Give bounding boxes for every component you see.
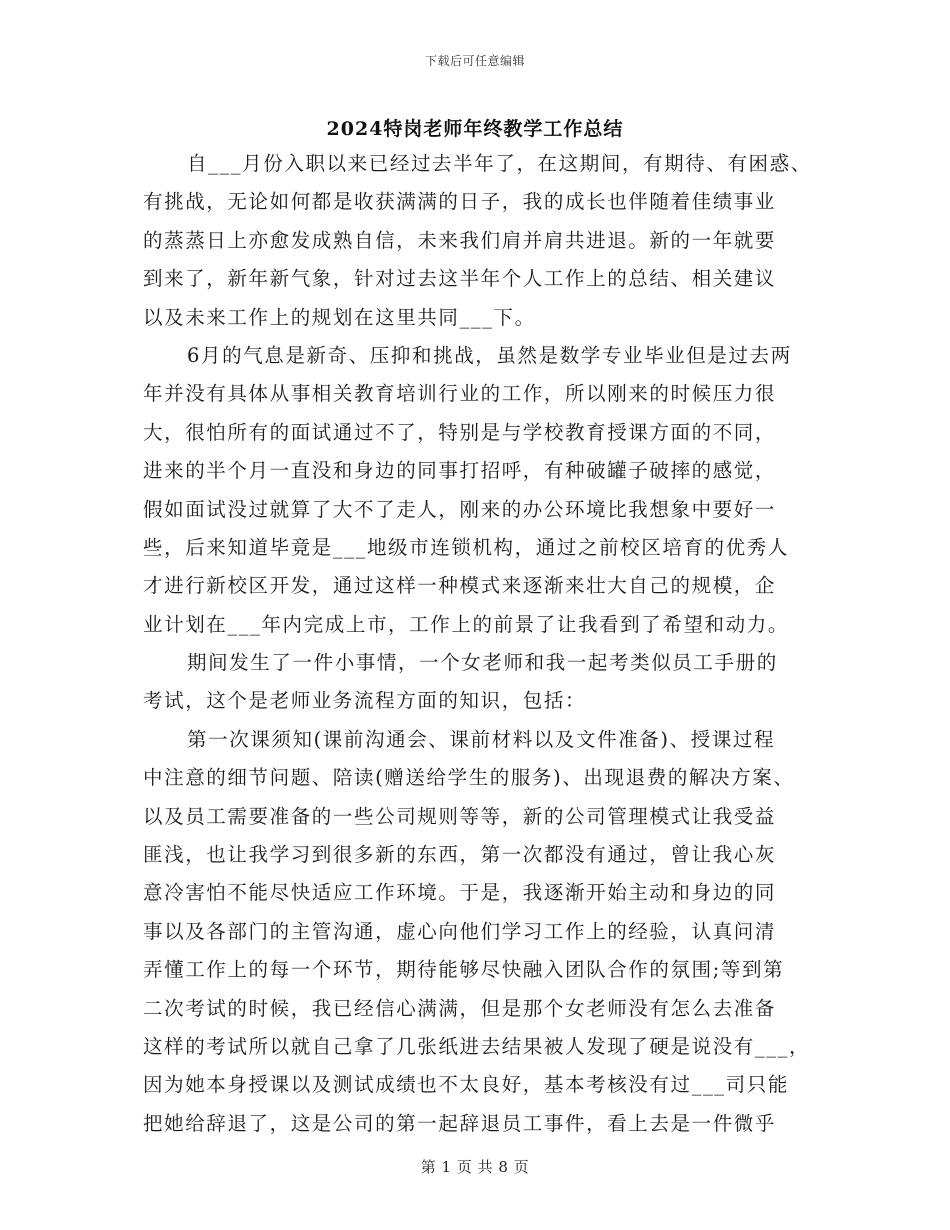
body-line: 进来的半个月一直没和身边的同事打招呼，有种破罐子破摔的感觉， [143,459,777,483]
body-line: 第一次课须知(课前沟通会、课前材料以及文件准备)、授课过程 [187,727,776,751]
body-line: 才进行新校区开发，通过这样一种模式来逐渐来壮大自己的规模，企 [143,574,777,598]
document-title: 2024特岗老师年终教学工作总结 [326,118,624,140]
body-line: 6月的气息是新奇、压抑和挑战，虽然是数学专业毕业但是过去两 [187,343,792,367]
body-line: 年并没有具体从事相关教育培训行业的工作，所以刚来的时候压力很 [143,382,777,406]
body-line: 以及未来工作上的规划在这里共同___下。 [143,305,536,329]
body-line: 考试，这个是老师业务流程方面的知识，包括： [143,689,587,713]
body-line: 假如面试没过就算了大不了走人，刚来的办公环境比我想象中要好一 [143,497,777,521]
body-line: 些，后来知道毕竟是___地级市连锁机构，通过之前校区培育的优秀人 [143,535,789,559]
page-footer: 第 1 页 共 8 页 [420,1158,530,1176]
body-line: 匪浅，也让我学习到很多新的东西，第一次都没有通过，曾让我心灰 [143,843,777,867]
body-line: 有挑战，无论如何都是收获满满的日子，我的成长也伴随着佳绩事业 [143,190,777,214]
body-line: 自___月份入职以来已经过去半年了，在这期间，有期待、有困惑、 [187,152,812,175]
header-note: 下载后可任意编辑 [424,54,525,68]
document-body [143,145,833,1143]
body-line: 以及员工需要准备的一些公司规则等等，新的公司管理模式让我受益 [143,804,777,828]
body-line: 因为她本身授课以及测试成绩也不太良好，基本考核没有过___司只能 [143,1073,789,1097]
body-line: 到来了，新年新气象，针对过去这半年个人工作上的总结、相关建议 [143,267,777,291]
body-line: 期间发生了一件小事情，一个女老师和我一起考类似员工手册的 [187,651,778,675]
body-line: 事以及各部门的主管沟通，虚心向他们学习工作上的经验，认真问清 [143,919,777,943]
body-line: 弄懂工作上的每一个环节，期待能够尽快融入团队合作的氛围;等到第 [143,958,785,982]
body-line: 二次考试的时候，我已经信心满满，但是那个女老师没有怎么去准备 [143,996,777,1020]
body-line: 的蒸蒸日上亦愈发成熟自信，未来我们肩并肩共进退。新的一年就要 [143,228,777,252]
body-line: 业计划在___年内完成上市，工作上的前景了让我看到了希望和动力。 [143,612,789,636]
body-line: 中注意的细节问题、陪读(赠送给学生的服务)、出现退费的解决方案、 [143,766,795,790]
body-line: 这样的考试所以就自己拿了几张纸进去结果被人发现了硬是说没有___， [143,1034,811,1058]
body-line: 大，很怕所有的面试通过不了，特别是与学校教育授课方面的不同， [143,420,777,444]
body-line: 意冷害怕不能尽快适应工作环境。于是，我逐渐开始主动和身边的同 [143,881,777,905]
body-line: 把她给辞退了，这是公司的第一起辞退员工事件，看上去是一件微乎 [143,1111,777,1135]
